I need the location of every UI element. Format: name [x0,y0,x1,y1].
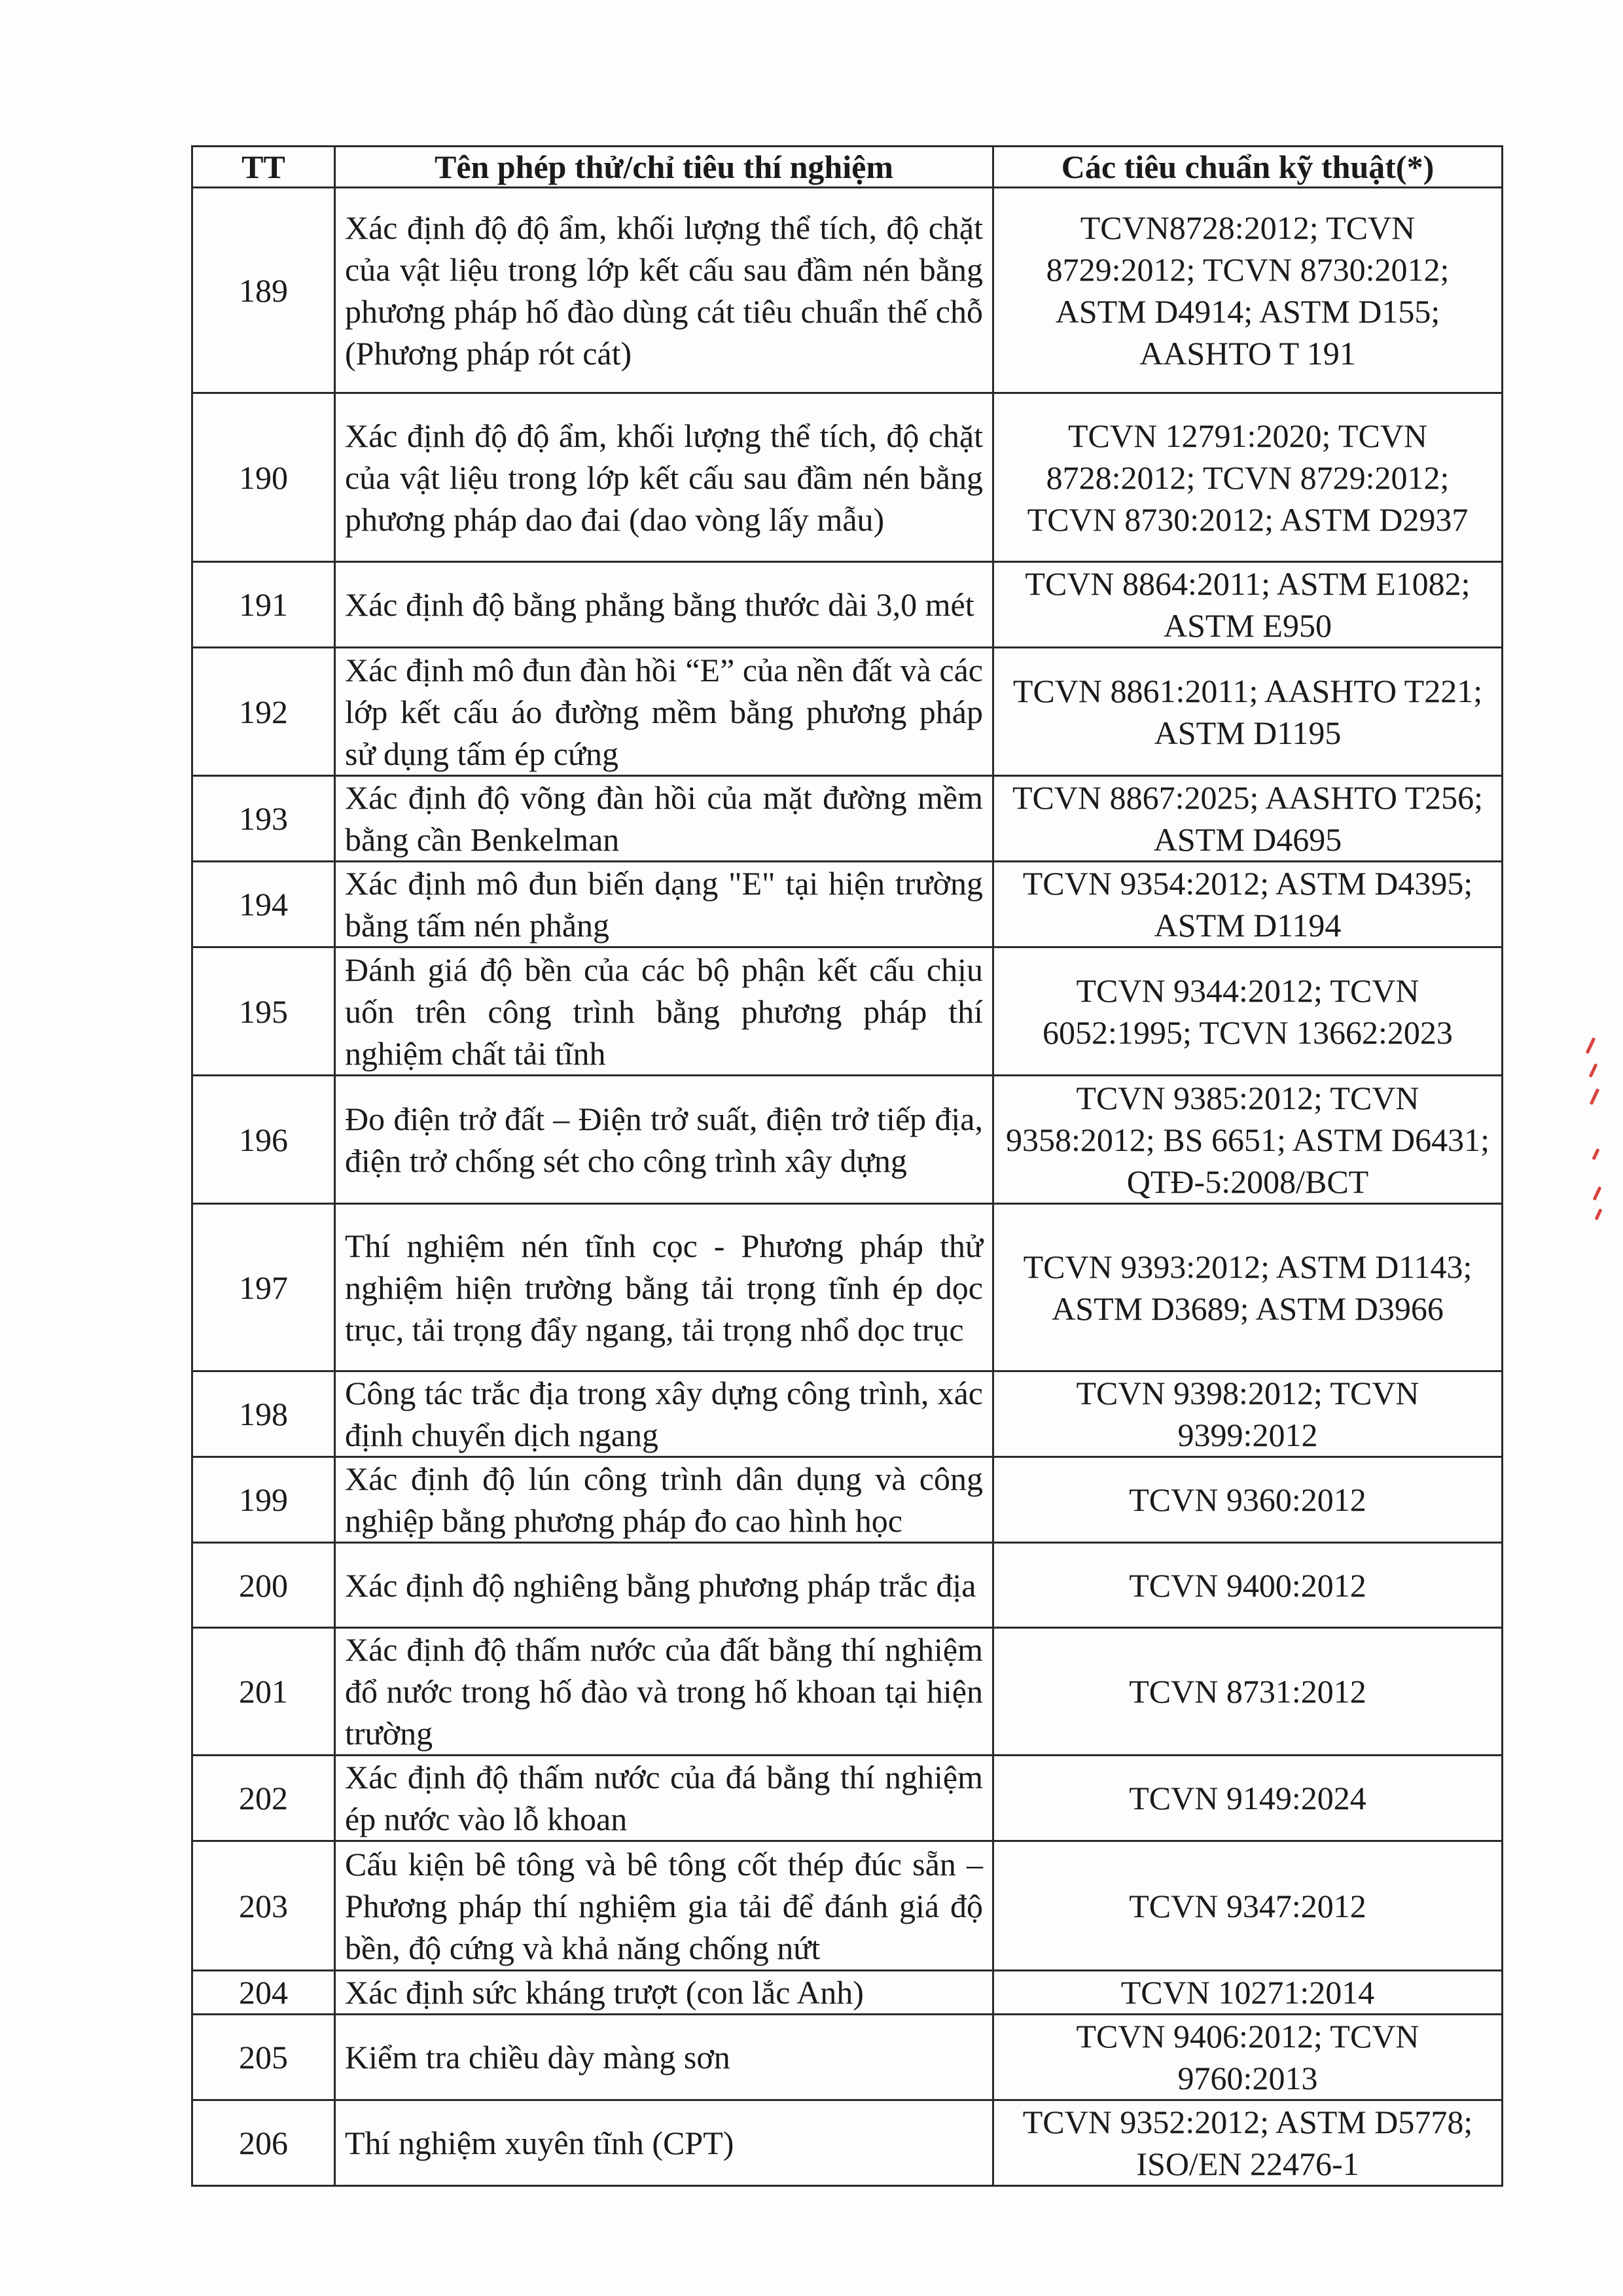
table-row [192,947,1503,1076]
row-number: 203 [192,1841,335,1971]
table-row [192,1204,1503,1371]
table-row [192,1628,1503,1756]
test-name: Xác định độ độ ẩm, khối lượng thể tích, độ chặt của vật liệu trong lớp kết cấu sau đầm nén bằng phương pháp dao đai (dao vòng lấy mẫu) [335,393,993,562]
row-number: 202 [192,1756,335,1841]
table-header-row [192,147,1503,188]
table-row [192,188,1503,393]
table-row [192,1371,1503,1457]
row-number: 200 [192,1543,335,1628]
row-number: 199 [192,1457,335,1543]
test-name: Xác định độ lún công trình dân dụng và công nghiệp bằng phương pháp đo cao hình học [335,1457,993,1543]
standards-list: TCVN 9398:2012; TCVN 9399:2012 [993,1371,1503,1457]
standards-list: TCVN 9385:2012; TCVN 9358:2012; BS 6651; ASTM D6431; QTĐ-5:2008/BCT [993,1076,1503,1204]
table-row [192,1756,1503,1841]
standards-list: TCVN 9352:2012; ASTM D5778; ISO/EN 22476-1 [993,2100,1503,2186]
standards-list: TCVN 9400:2012 [993,1543,1503,1628]
test-standards-table [191,145,1503,2187]
row-number: 194 [192,862,335,947]
test-name: Xác định độ thấm nước của đất bằng thí nghiệm đổ nước trong hố đào và trong hố khoan tại hiện trường [335,1628,993,1756]
header-standards: Các tiêu chuẩn kỹ thuật(*) [993,147,1503,188]
test-name: Xác định độ độ ẩm, khối lượng thể tích, độ chặt của vật liệu trong lớp kết cấu sau đầm nén bằng phương pháp hố đào dùng cát tiêu chuẩn thế chỗ (Phương pháp rót cát) [335,188,993,393]
row-number: 201 [192,1628,335,1756]
row-number: 198 [192,1371,335,1457]
header-test-name: Tên phép thử/chỉ tiêu thí nghiệm [335,147,993,188]
standards-list: TCVN 8861:2011; AASHTO T221; ASTM D1195 [993,648,1503,776]
test-name: Cấu kiện bê tông và bê tông cốt thép đúc sẵn – Phương pháp thí nghiệm gia tải để đánh giá độ bền, độ cứng và khả năng chống nứt [335,1841,993,1971]
table-row [192,1543,1503,1628]
row-number: 195 [192,947,335,1076]
standards-list: TCVN 9354:2012; ASTM D4395; ASTM D1194 [993,862,1503,947]
standards-list: TCVN 8867:2025; AASHTO T256; ASTM D4695 [993,776,1503,862]
row-number: 190 [192,393,335,562]
table-row [192,1841,1503,1971]
standards-list: TCVN 12791:2020; TCVN 8728:2012; TCVN 8729:2012; TCVN 8730:2012; ASTM D2937 [993,393,1503,562]
table-row [192,862,1503,947]
test-name: Thí nghiệm nén tĩnh cọc - Phương pháp thử nghiệm hiện trường bằng tải trọng tĩnh ép dọc trục, tải trọng đẩy ngang, tải trọng nhổ dọc trục [335,1204,993,1371]
standards-list: TCVN 9393:2012; ASTM D1143; ASTM D3689; ASTM D3966 [993,1204,1503,1371]
header-tt: TT [192,147,335,188]
test-name: Thí nghiệm xuyên tĩnh (CPT) [335,2100,993,2186]
table-row [192,2015,1503,2100]
table-row [192,562,1503,648]
table-row [192,2100,1503,2186]
standards-list: TCVN8728:2012; TCVN 8729:2012; TCVN 8730:2012; ASTM D4914; ASTM D155; AASHTO T 191 [993,188,1503,393]
table-row [192,1971,1503,2015]
test-name: Xác định sức kháng trượt (con lắc Anh) [335,1971,993,2015]
standards-list: TCVN 9347:2012 [993,1841,1503,1971]
test-name: Xác định mô đun đàn hồi “E” của nền đất và các lớp kết cấu áo đường mềm bằng phương pháp sử dụng tấm ép cứng [335,648,993,776]
test-name: Kiểm tra chiều dày màng sơn [335,2015,993,2100]
test-name: Xác định độ bằng phẳng bằng thước dài 3,0 mét [335,562,993,648]
standards-list: TCVN 8731:2012 [993,1628,1503,1756]
standards-list: TCVN 8864:2011; ASTM E1082; ASTM E950 [993,562,1503,648]
row-number: 191 [192,562,335,648]
table-row [192,1076,1503,1204]
test-name: Đo điện trở đất – Điện trở suất, điện trở tiếp địa, điện trở chống sét cho công trình xây dựng [335,1076,993,1204]
table-row [192,393,1503,562]
row-number: 189 [192,188,335,393]
row-number: 206 [192,2100,335,2186]
standards-list: TCVN 10271:2014 [993,1971,1503,2015]
standards-list: TCVN 9344:2012; TCVN 6052:1995; TCVN 13662:2023 [993,947,1503,1076]
table-body [192,188,1503,2186]
test-name: Công tác trắc địa trong xây dựng công trình, xác định chuyển dịch ngang [335,1371,993,1457]
standards-list: TCVN 9149:2024 [993,1756,1503,1841]
row-number: 205 [192,2015,335,2100]
row-number: 193 [192,776,335,862]
table-row [192,1457,1503,1543]
test-name: Xác định độ thấm nước của đá bằng thí nghiệm ép nước vào lỗ khoan [335,1756,993,1841]
test-name: Đánh giá độ bền của các bộ phận kết cấu chịu uốn trên công trình bằng phương pháp thí nghiệm chất tải tĩnh [335,947,993,1076]
standards-list: TCVN 9406:2012; TCVN 9760:2013 [993,2015,1503,2100]
table-row [192,648,1503,776]
row-number: 192 [192,648,335,776]
row-number: 196 [192,1076,335,1204]
standards-list: TCVN 9360:2012 [993,1457,1503,1543]
test-name: Xác định độ võng đàn hồi của mặt đường mềm bằng cần Benkelman [335,776,993,862]
test-name: Xác định độ nghiêng bằng phương pháp trắc địa [335,1543,993,1628]
row-number: 197 [192,1204,335,1371]
row-number: 204 [192,1971,335,2015]
table-row [192,776,1503,862]
test-name: Xác định mô đun biến dạng "E" tại hiện trường bằng tấm nén phẳng [335,862,993,947]
